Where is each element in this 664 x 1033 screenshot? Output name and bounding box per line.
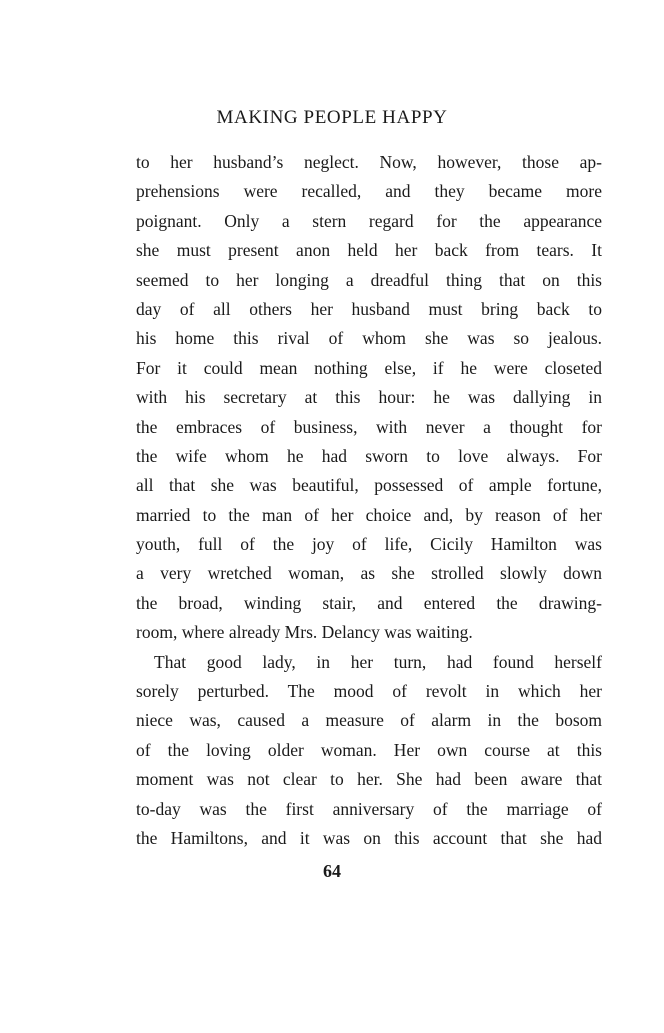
text-line: poignant. Only a stern regard for the appearance <box>136 210 602 231</box>
text-line: the Hamiltons, and it was on this account that she had <box>136 827 602 848</box>
text-line: to-day was the first anniversary of the marriage of <box>136 798 602 819</box>
text-line: of the loving older woman. Her own course at this <box>136 739 602 760</box>
page-number: 64 <box>323 861 341 881</box>
text-line: the wife whom he had sworn to love always. For <box>136 445 602 466</box>
text-line: married to the man of her choice and, by reason of her <box>136 504 602 525</box>
text-line: with his secretary at this hour: he was dallying in <box>136 387 602 408</box>
text-line: she must present anon held her back from tears. It <box>136 240 602 261</box>
text-line: the broad, winding stair, and entered the drawing- <box>136 592 602 613</box>
text-line: youth, full of the joy of life, Cicily Hamilton was <box>136 534 602 555</box>
paragraph <box>136 648 602 854</box>
paragraph <box>136 148 602 648</box>
text-line: room, where already Mrs. Delancy was waiting. <box>136 622 473 643</box>
text-line: seemed to her longing a dreadful thing that on this <box>136 269 602 290</box>
text-line: That good lady, in her turn, had found herself <box>154 651 602 672</box>
text-line: moment was not clear to her. She had been aware that <box>136 769 602 790</box>
text-line: to her husband’s neglect. Now, however, those ap- <box>136 152 602 172</box>
text-line: a very wretched woman, as she strolled slowly down <box>136 563 602 584</box>
text-line: his home this rival of whom she was so jealous. <box>136 328 602 349</box>
text-line: all that she was beautiful, possessed of ample fortune, <box>136 475 602 496</box>
text-line: prehensions were recalled, and they became more <box>136 181 602 202</box>
body-text <box>136 148 602 853</box>
text-line: the embraces of business, with never a thought for <box>136 416 602 437</box>
text-line: niece was, caused a measure of alarm in the bosom <box>136 710 602 731</box>
text-line: For it could mean nothing else, if he were closeted <box>136 357 602 378</box>
text-line: day of all others her husband must bring back to <box>136 298 602 319</box>
running-head: MAKING PEOPLE HAPPY <box>216 107 448 128</box>
text-line: sorely perturbed. The mood of revolt in which her <box>136 681 602 702</box>
